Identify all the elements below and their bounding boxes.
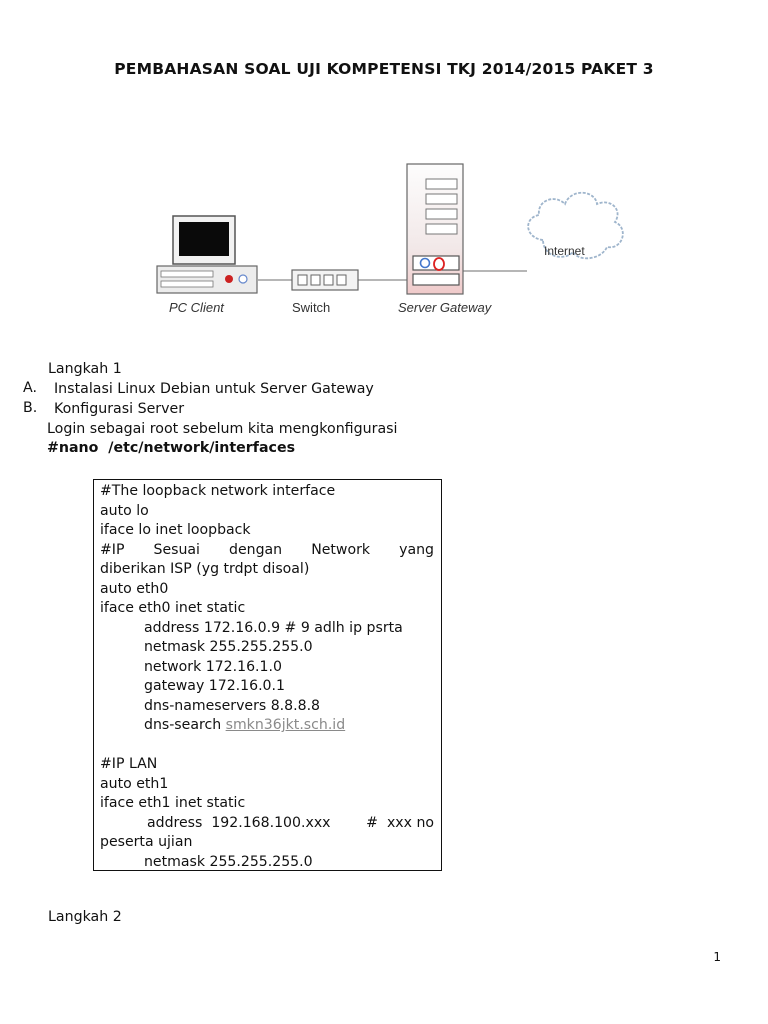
page-title: PEMBAHASAN SOAL UJI KOMPETENSI TKJ 2014/2015 PAKET 3 bbox=[114, 60, 654, 78]
list-item-b: Konfigurasi Server bbox=[54, 401, 185, 417]
code-line: #IP LAN bbox=[100, 756, 158, 772]
code-line: dns-nameservers 8.8.8.8 bbox=[144, 697, 321, 714]
step2-heading: Langkah 2 bbox=[48, 909, 122, 925]
step1-heading: Langkah 1 bbox=[48, 361, 122, 377]
code-line: iface eth0 inet static bbox=[100, 600, 246, 616]
code-word: Network bbox=[311, 541, 371, 558]
code-blank-line bbox=[100, 736, 434, 756]
code-text: dns-search bbox=[144, 717, 226, 733]
nano-command: #nano /etc/network/interfaces bbox=[47, 440, 296, 456]
interfaces-config-box bbox=[93, 479, 442, 871]
code-line: diberikan ISP (yg trdpt disoal) bbox=[100, 561, 310, 577]
code-word: yang bbox=[399, 541, 434, 558]
code-line-justified bbox=[100, 814, 434, 834]
code-word: dengan bbox=[229, 541, 283, 558]
code-line: auto lo bbox=[100, 502, 149, 519]
code-line-dns-search bbox=[100, 716, 434, 736]
code-line: iface lo inet loopback bbox=[100, 522, 251, 538]
server-gateway-icon bbox=[407, 164, 463, 294]
login-instruction: Login sebagai root sebelum kita mengkonfigurasi bbox=[47, 421, 398, 437]
page-number: 1 bbox=[713, 950, 721, 964]
code-text: address 192.168.100.xxx bbox=[147, 814, 331, 831]
code-word: Sesuai bbox=[153, 541, 200, 558]
code-line: network 172.16.1.0 bbox=[144, 658, 282, 675]
code-line: peserta ujian bbox=[100, 834, 193, 850]
label-switch: Switch bbox=[292, 300, 331, 315]
code-line: iface eth1 inet static bbox=[100, 795, 246, 811]
list-marker-b: B. bbox=[23, 400, 38, 416]
label-pc-client: PC Client bbox=[169, 300, 224, 315]
code-line: gateway 172.16.0.1 bbox=[144, 678, 285, 694]
code-line-justified bbox=[100, 541, 434, 561]
code-word: #IP bbox=[100, 541, 125, 558]
code-line: netmask 255.255.255.0 bbox=[144, 639, 313, 655]
code-line: auto eth1 bbox=[100, 775, 169, 792]
list-marker-a: A. bbox=[23, 380, 37, 396]
label-server-gateway: Server Gateway bbox=[398, 300, 492, 315]
code-line: address 172.16.0.9 # 9 adlh ip psrta bbox=[144, 619, 403, 636]
domain-link[interactable]: smkn36jkt.sch.id bbox=[225, 717, 346, 733]
pc-client-icon bbox=[157, 216, 257, 293]
network-diagram bbox=[145, 150, 625, 330]
list-item-a: Instalasi Linux Debian untuk Server Gateway bbox=[54, 381, 374, 397]
code-text: # xxx no bbox=[366, 814, 434, 831]
code-line: auto eth0 bbox=[100, 580, 169, 597]
label-internet: Internet bbox=[544, 244, 585, 258]
code-line: netmask 255.255.255.0 bbox=[144, 853, 313, 870]
switch-icon bbox=[292, 270, 358, 290]
code-line: #The loopback network interface bbox=[100, 483, 336, 499]
